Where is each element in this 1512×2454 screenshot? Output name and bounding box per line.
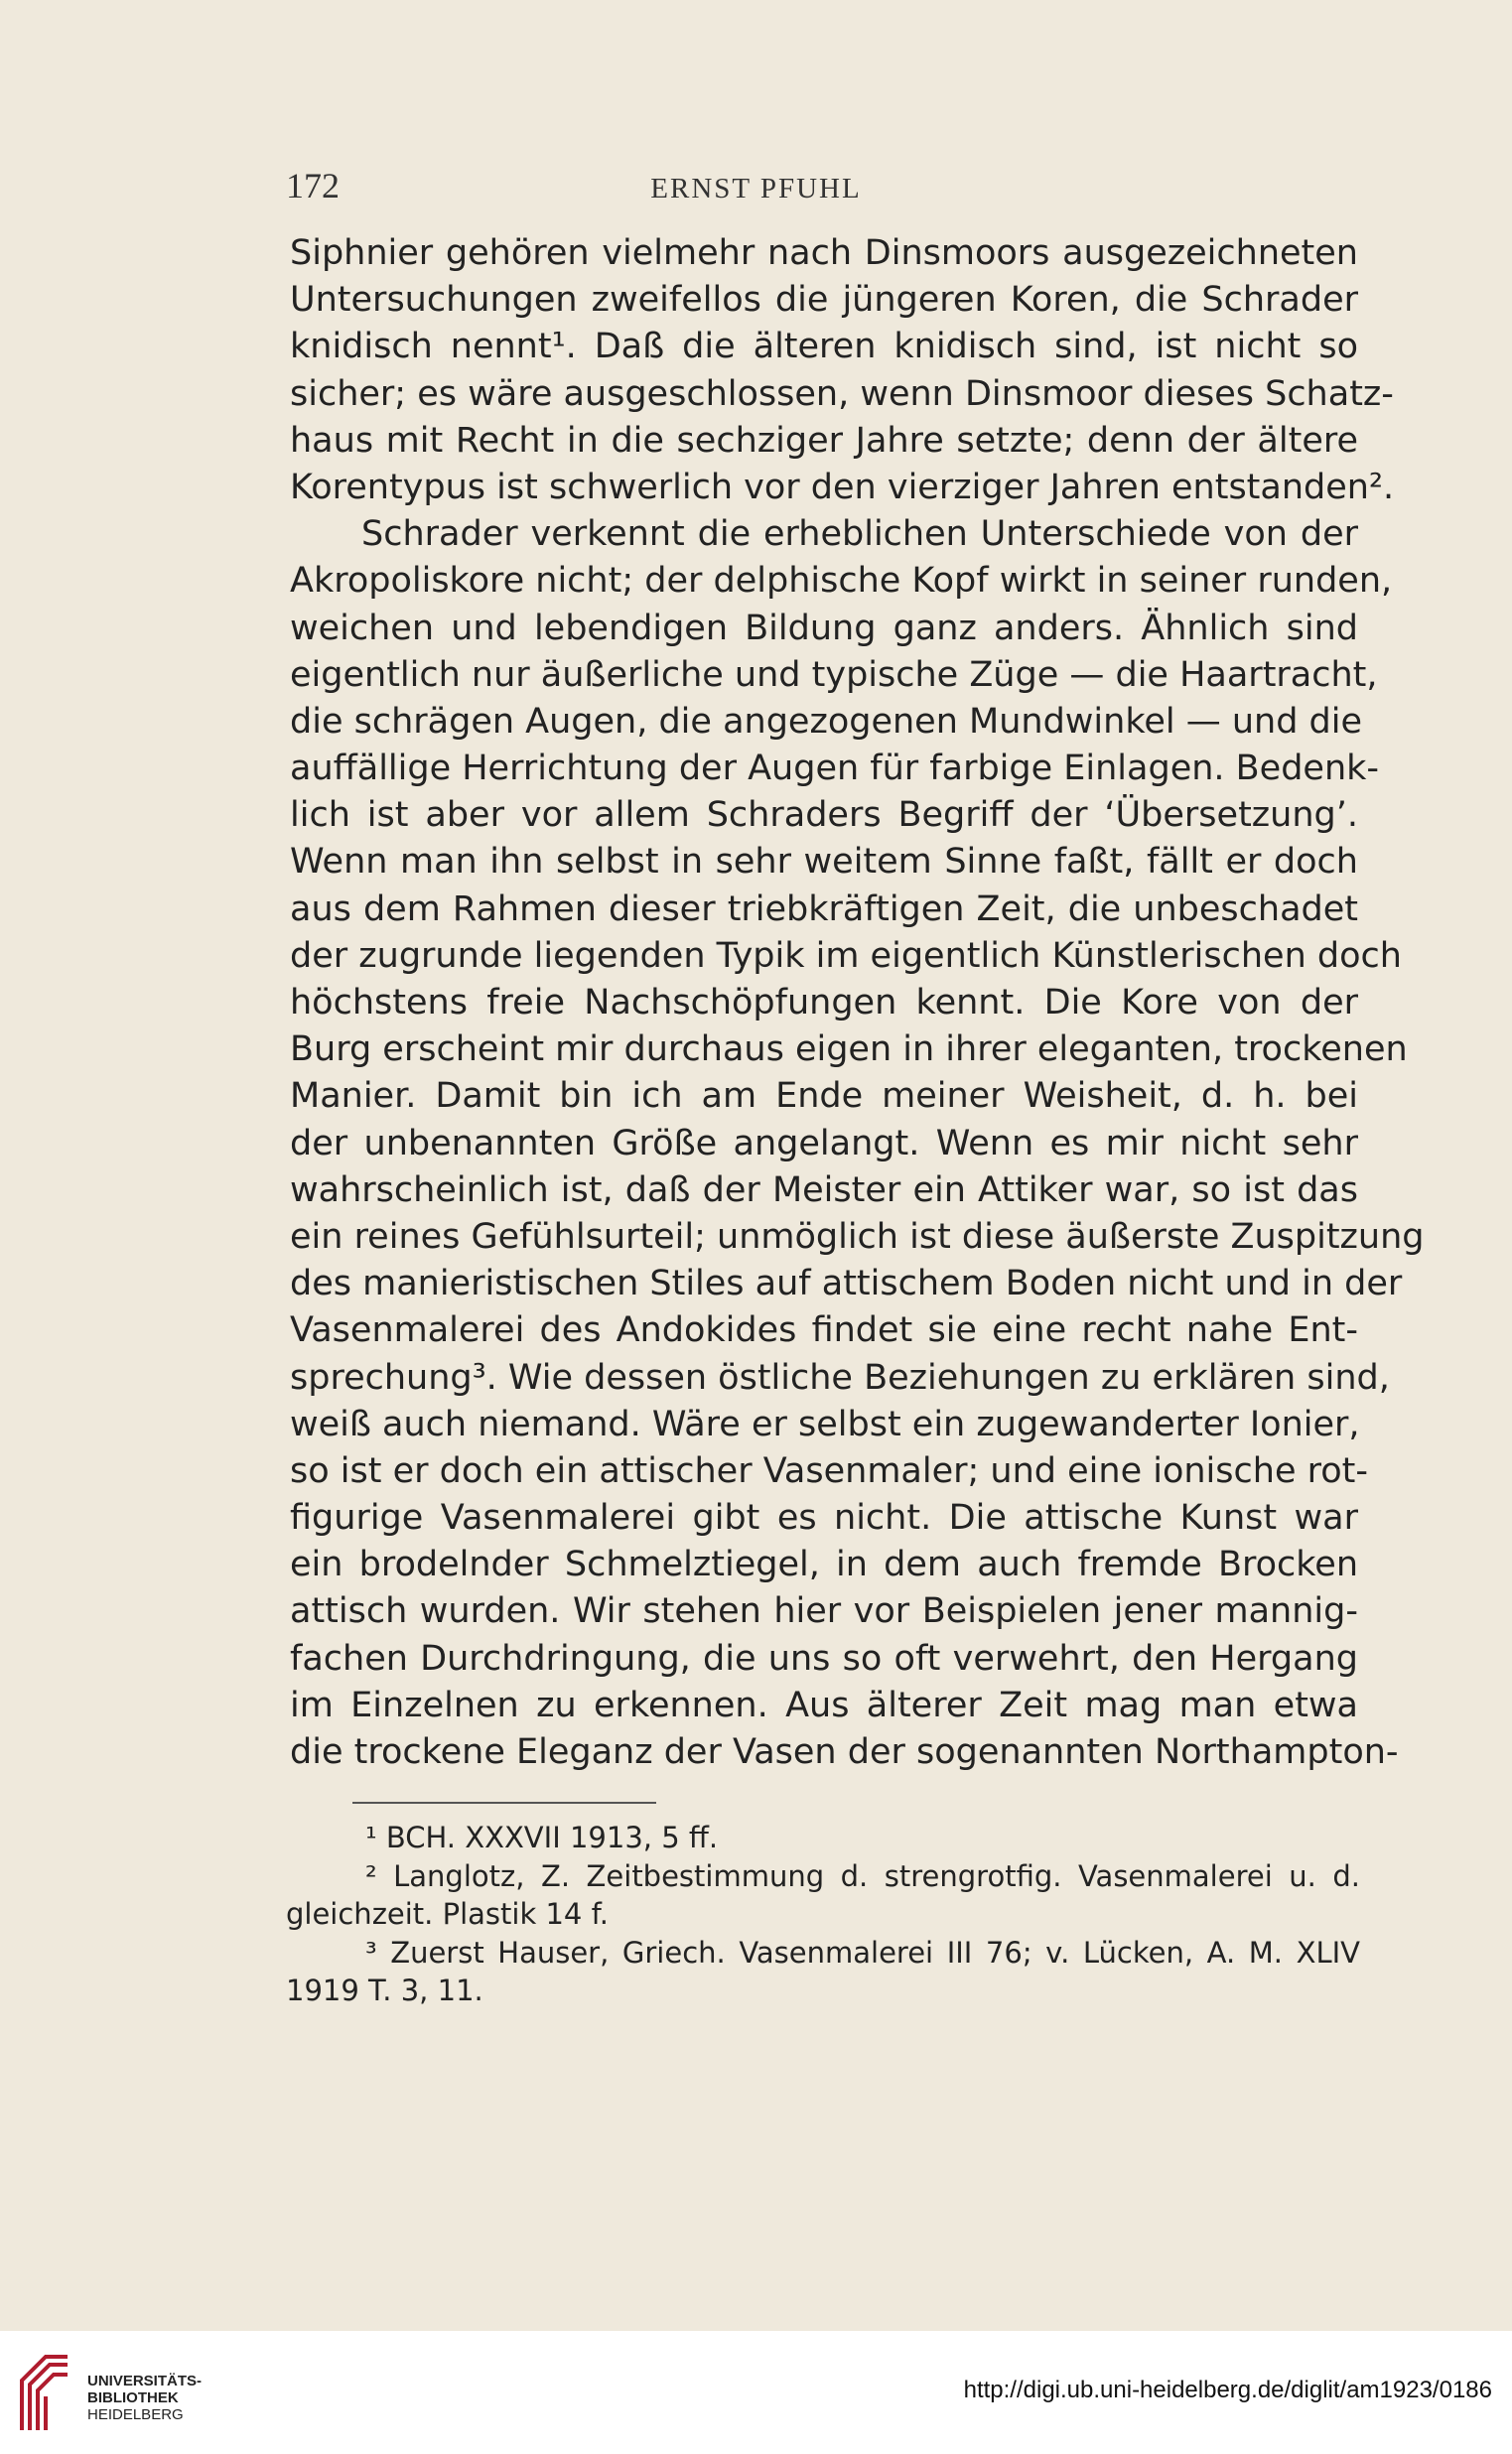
library-name-line: BIBLIOTHEK bbox=[87, 2389, 179, 2406]
page-number: 172 bbox=[286, 166, 340, 205]
text-line: attisch wurden. Wir stehen hier vor Beispielen jener mannig- bbox=[290, 1591, 1358, 1632]
text-line: haus mit Recht in die sechziger Jahre setzte; denn der ältere bbox=[290, 420, 1358, 461]
library-name bbox=[87, 2373, 202, 2423]
text-line: die trockene Eleganz der Vasen der sogenannten Northampton- bbox=[290, 1732, 1399, 1772]
footer-bar bbox=[0, 2331, 1512, 2454]
text-line: des manieristischen Stiles auf attischem Boden nicht und in der bbox=[290, 1264, 1403, 1304]
text-line: Untersuchungen zweifellos die jüngeren Koren, die Schrader bbox=[290, 280, 1358, 321]
text-line: Korentypus ist schwerlich vor den vierziger Jahren entstanden². bbox=[290, 467, 1395, 507]
text-line: eigentlich nur äußerliche und typische Züge — die Haartracht, bbox=[290, 654, 1378, 695]
text-line: ein reines Gefühlsurteil; unmöglich ist diese äußerste Zuspitzung bbox=[290, 1216, 1425, 1257]
footnotes bbox=[286, 1819, 1360, 2010]
text-line: im Einzelnen zu erkennen. Aus älterer Zeit mag man etwa bbox=[290, 1685, 1358, 1725]
source-url[interactable]: http://digi.ub.uni-heidelberg.de/diglit/am1923/0186 bbox=[963, 2377, 1492, 2403]
footnote-3: ³ Zuerst Hauser, Griech. Vasenmalerei III 76; v. Lücken, A. M. XLIV bbox=[365, 1935, 1360, 1970]
text-line: Schrader verkennt die erheblichen Unterschiede von der bbox=[361, 514, 1358, 555]
text-line: weichen und lebendigen Bildung ganz anders. Ähnlich sind bbox=[290, 608, 1358, 648]
text-line: Akropoliskore nicht; der delphische Kopf wirkt in seiner runden, bbox=[290, 561, 1393, 602]
text-line: Wenn man ihn selbst in sehr weitem Sinne faßt, fällt er doch bbox=[290, 842, 1358, 883]
text-line: aus dem Rahmen dieser triebkräftigen Zeit, die unbeschadet bbox=[290, 888, 1358, 929]
text-line: Burg erscheint mir durchaus eigen in ihrer eleganten, trockenen bbox=[290, 1029, 1408, 1070]
library-logo-icon bbox=[16, 2351, 73, 2434]
text-line: sprechung³. Wie dessen östliche Beziehungen zu erklären sind, bbox=[290, 1357, 1390, 1398]
text-line: Manier. Damit bin ich am Ende meiner Weisheit, d. h. bei bbox=[290, 1076, 1358, 1117]
text-line: ein brodelnder Schmelztiegel, in dem auch fremde Brocken bbox=[290, 1545, 1358, 1585]
text-line: sicher; es wäre ausgeschlossen, wenn Dinsmoor dieses Schatz- bbox=[290, 373, 1394, 414]
footnote-2: ² Langlotz, Z. Zeitbestimmung d. strengrotfig. Vasenmalerei u. d. bbox=[365, 1858, 1360, 1893]
text-line: höchstens freie Nachschöpfungen kennt. Die Kore von der bbox=[290, 983, 1358, 1022]
text-line: so ist er doch ein attischer Vasenmaler; und eine ionische rot- bbox=[290, 1450, 1368, 1491]
footnote-2-continued: gleichzeit. Plastik 14 f. bbox=[286, 1897, 609, 1931]
text-line: weiß auch niemand. Wäre er selbst ein zugewanderter Ionier, bbox=[290, 1404, 1360, 1444]
text-line: Siphnier gehören vielmehr nach Dinsmoors ausgezeichneten bbox=[290, 233, 1358, 273]
text-line: wahrscheinlich ist, daß der Meister ein Attiker war, so ist das bbox=[290, 1169, 1358, 1210]
body-text bbox=[290, 230, 1425, 1776]
footnote-1: ¹ BCH. XXXVII 1913, 5 ff. bbox=[365, 1821, 719, 1854]
text-line: knidisch nennt¹. Daß die älteren knidisch sind, ist nicht so bbox=[290, 327, 1358, 367]
footnote-3-continued: 1919 T. 3, 11. bbox=[286, 1974, 483, 2007]
library-name-line: HEIDELBERG bbox=[87, 2406, 184, 2423]
footnote-divider bbox=[352, 1802, 656, 1804]
text-line: der unbenannten Größe angelangt. Wenn es mir nicht sehr bbox=[290, 1123, 1358, 1163]
text-line: figurige Vasenmalerei gibt es nicht. Die attische Kunst war bbox=[290, 1498, 1358, 1539]
library-name-line: UNIVERSITÄTS- bbox=[87, 2373, 203, 2389]
text-line: fachen Durchdringung, die uns so oft verwehrt, den Hergang bbox=[290, 1638, 1358, 1679]
running-head: ERNST PFUHL bbox=[650, 173, 862, 204]
text-line: auffällige Herrichtung der Augen für farbige Einlagen. Bedenk- bbox=[290, 749, 1380, 789]
text-line: Vasenmalerei des Andokides findet sie eine recht nahe Ent- bbox=[290, 1310, 1358, 1351]
text-line: der zugrunde liegenden Typik im eigentlich Künstlerischen doch bbox=[290, 935, 1402, 976]
text-line: die schrägen Augen, die angezogenen Mundwinkel — und die bbox=[290, 701, 1363, 742]
text-line: lich ist aber vor allem Schraders Begriff der ‘Übersetzung’. bbox=[290, 795, 1358, 836]
